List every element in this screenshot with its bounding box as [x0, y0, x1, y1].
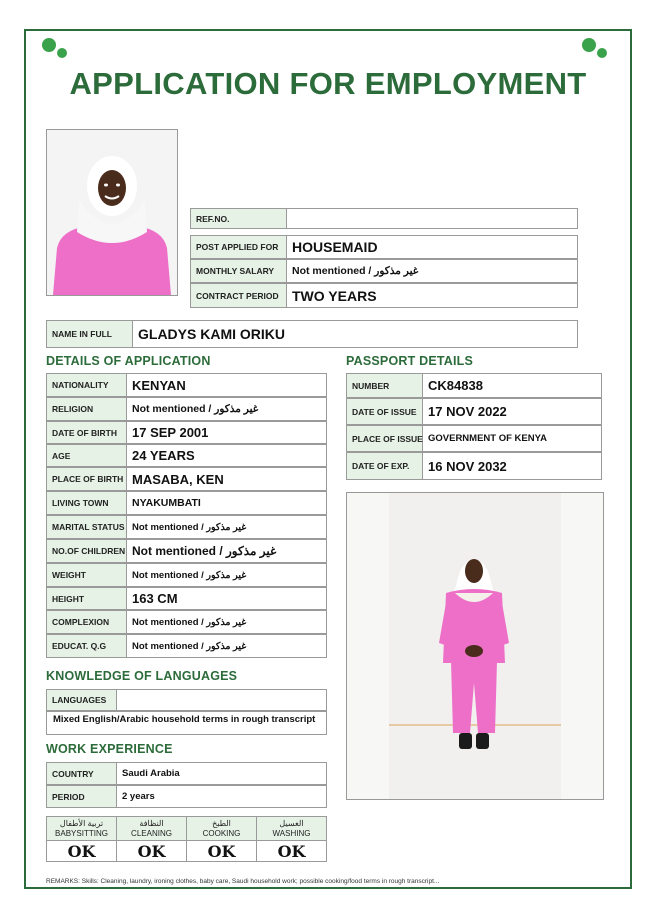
work-country-value: Saudi Arabia: [122, 768, 180, 779]
section-title-work: WORK EXPERIENCE: [46, 742, 173, 756]
field-value: 24 YEARS: [132, 448, 195, 463]
languages-label-filler: [117, 690, 326, 710]
field-value: MASABA, KEN: [132, 471, 224, 487]
field-label: HEIGHT: [47, 588, 127, 609]
field-label: NUMBER: [347, 374, 423, 397]
languages-value-row: [46, 711, 327, 735]
section-title-application: DETAILS OF APPLICATION: [46, 354, 211, 368]
field-label: RELIGION: [47, 398, 127, 420]
skill-arabic-label: النظافة: [139, 819, 164, 828]
passport-row: [346, 452, 602, 480]
field-label: POST APPLIED FOR: [191, 236, 287, 258]
full-name-value: GLADYS KAMI ORIKU: [138, 326, 285, 342]
field-label: REF.NO.: [191, 209, 287, 228]
field-value: Not mentioned / غير مذكور: [132, 403, 259, 415]
application-row: [46, 515, 327, 539]
field-label: LANGUAGES: [47, 690, 117, 710]
application-row: [46, 491, 327, 515]
contract-period-row: [190, 283, 578, 308]
decor-dot-icon: [57, 48, 67, 58]
skill-label: CLEANING: [131, 829, 172, 838]
field-value: 163 CM: [132, 591, 178, 606]
skill-value: OK: [67, 842, 96, 861]
languages-value: Mixed English/Arabic household terms in rough transcript: [53, 714, 316, 725]
post-applied-value: HOUSEMAID: [292, 239, 378, 255]
application-row: [46, 539, 327, 563]
field-label: DATE OF BIRTH: [47, 422, 127, 443]
application-row: [46, 373, 327, 397]
work-row: [46, 762, 327, 785]
expiry-date-value: 16 NOV 2032: [428, 458, 507, 474]
post-applied-row: [190, 235, 578, 259]
field-label: NAME IN FULL: [47, 321, 133, 347]
field-value: Not mentioned / غير مذكور: [132, 640, 247, 652]
full-length-photo: [346, 492, 604, 800]
work-row: [46, 785, 327, 808]
skill-babysitting: [46, 816, 117, 862]
skill-value: OK: [277, 842, 306, 861]
passport-row: [346, 398, 602, 425]
skill-arabic-label: الغسيل: [279, 819, 304, 828]
skill-value: OK: [137, 842, 166, 861]
application-row: [46, 467, 327, 491]
field-label: DATE OF EXP.: [347, 453, 423, 479]
section-title-languages: KNOWLEDGE OF LANGUAGES: [46, 669, 238, 683]
passport-number-value: CK84838: [428, 378, 483, 393]
field-label: PLACE OF ISSUE: [347, 426, 423, 451]
application-row: [46, 587, 327, 610]
skill-header: [187, 817, 256, 841]
passport-row: [346, 425, 602, 452]
skill-value: OK: [207, 842, 236, 861]
field-label: CONTRACT PERIOD: [191, 284, 287, 307]
skill-header: [117, 817, 186, 841]
field-label: DATE OF ISSUE: [347, 399, 423, 424]
application-row: [46, 397, 327, 421]
skill-label: COOKING: [202, 829, 241, 838]
field-label: MARITAL STATUS: [47, 516, 127, 538]
remarks-text: REMARKS: Skills: Cleaning, laundry, ironing clothes, baby care, Saudi household work; possible cooking/food terms in rough transcript...: [46, 878, 440, 885]
decor-dot-icon: [42, 38, 56, 52]
ref-no-value: [287, 209, 577, 228]
name-row: [46, 320, 578, 348]
decor-dot-icon: [582, 38, 596, 52]
contract-period-value: TWO YEARS: [292, 287, 377, 304]
field-label: AGE: [47, 445, 127, 466]
field-label: PERIOD: [47, 786, 117, 807]
skill-arabic-label: تربية الأطفال: [59, 819, 104, 828]
field-value: NYAKUMBATI: [132, 497, 201, 509]
skill-header: [257, 817, 326, 841]
full-figure-icon: [347, 493, 603, 799]
field-label: NATIONALITY: [47, 374, 127, 396]
field-value: KENYAN: [132, 377, 186, 393]
skill-cleaning: [116, 816, 187, 862]
issue-place-value: GOVERNMENT OF KENYA: [428, 433, 547, 444]
skill-arabic-label: الطبخ: [212, 819, 231, 828]
issue-date-value: 17 NOV 2022: [428, 404, 507, 419]
field-value: Not mentioned / غير مذكور: [132, 544, 277, 558]
field-label: COMPLEXION: [47, 611, 127, 633]
field-value: Not mentioned / غير مذكور: [132, 616, 247, 628]
field-label: PLACE OF BIRTH: [47, 468, 127, 490]
application-row: [46, 610, 327, 634]
application-row: [46, 634, 327, 658]
field-value: 17 SEP 2001: [132, 425, 209, 440]
work-period-value: 2 years: [122, 791, 155, 802]
passport-row: [346, 373, 602, 398]
field-label: EDUCAT. Q.G: [47, 635, 127, 657]
field-label: LIVING TOWN: [47, 492, 127, 514]
field-label: MONTHLY SALARY: [191, 260, 287, 282]
skill-label: BABYSITTING: [55, 829, 108, 838]
section-title-passport: PASSPORT DETAILS: [346, 354, 474, 368]
skill-washing: [256, 816, 327, 862]
page-title: APPLICATION FOR EMPLOYMENT: [69, 66, 587, 101]
application-row: [46, 444, 327, 467]
monthly-salary-value: Not mentioned / غير مذكور: [292, 265, 419, 277]
languages-label-row: [46, 689, 327, 711]
field-label: NO.OF CHILDREN: [47, 540, 127, 562]
skill-cooking: [186, 816, 257, 862]
decor-dot-icon: [597, 48, 607, 58]
portrait-photo: [46, 129, 178, 296]
field-value: Not mentioned / غير مذكور: [132, 569, 247, 581]
application-row: [46, 421, 327, 444]
skill-label: WASHING: [272, 829, 311, 838]
field-label: WEIGHT: [47, 564, 127, 586]
monthly-salary-row: [190, 259, 578, 283]
field-value: Not mentioned / غير مذكور: [132, 521, 247, 533]
application-row: [46, 563, 327, 587]
skill-header: [47, 817, 116, 841]
portrait-figure-icon: [47, 130, 177, 295]
ref-no-row: [190, 208, 578, 229]
field-label: COUNTRY: [47, 763, 117, 784]
